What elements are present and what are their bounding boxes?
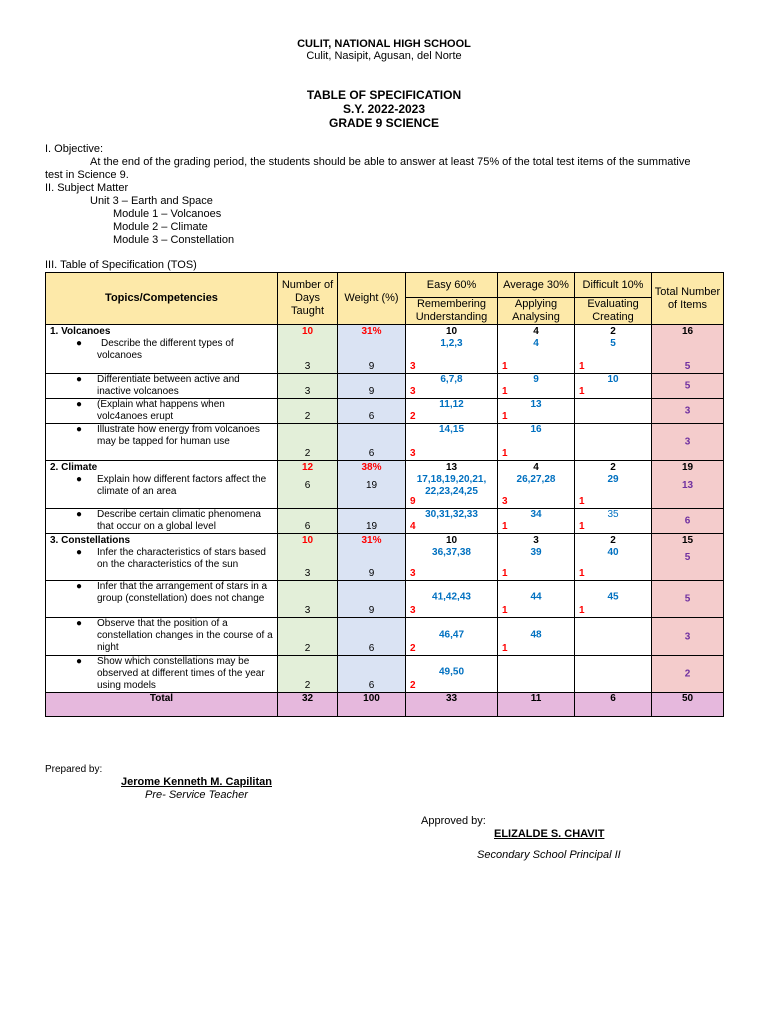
average-items: 4	[533, 338, 539, 349]
weight-value: 6	[368, 411, 375, 422]
difficult-n: 1	[579, 521, 585, 532]
competency-text: Explain how different factors affect the climate of an area	[97, 474, 267, 497]
easy-items: 41,42,43	[432, 591, 471, 603]
weight-value: 38%	[361, 462, 382, 473]
weight-value: 9	[368, 568, 375, 579]
difficult-count: 2	[610, 462, 616, 473]
average-items: 9	[533, 374, 539, 385]
total-value: 13	[681, 480, 694, 491]
difficult-items: 45	[607, 591, 619, 603]
weight-value: 9	[368, 605, 375, 616]
total-difficult: 6	[575, 693, 652, 717]
total-value: 15	[681, 535, 694, 546]
average-n: 1	[502, 361, 508, 372]
difficult-items: 5	[610, 338, 616, 349]
bullet-icon: ●	[76, 581, 83, 592]
easy-n: 3	[410, 568, 416, 579]
objective-text-1: At the end of the grading period, the students should be able to answer at least 75% of the total test items of the summative	[90, 156, 691, 168]
competency-text: Show which constellations may be observed at different times of the year using models	[97, 656, 265, 691]
bullet-icon: ●	[76, 618, 83, 629]
difficult-items: 35	[607, 509, 619, 520]
total-value: 5	[684, 593, 691, 605]
total-value: 3	[684, 436, 691, 448]
average-n: 1	[502, 411, 508, 422]
easy-items: 22,23,24,25	[425, 486, 478, 497]
school-name: CULIT, NATIONAL HIGH SCHOOL	[297, 38, 471, 50]
easy-n: 2	[410, 643, 416, 654]
average-count: 4	[533, 326, 539, 337]
days-value: 3	[304, 568, 311, 579]
objective-text-2: test in Science 9.	[45, 169, 129, 181]
average-n: 1	[502, 448, 508, 459]
easy-count: 13	[445, 462, 458, 473]
bullet-icon: ●	[76, 656, 83, 667]
total-value: 5	[684, 361, 691, 372]
average-n: 1	[502, 643, 508, 654]
easy-items: 17,18,19,20,21,	[416, 474, 487, 485]
days-value: 3	[304, 386, 311, 397]
prepared-by-name: Jerome Kenneth M. Capilitan	[121, 776, 272, 788]
competency-text: Describe certain climatic phenomena that occur on a global level	[97, 509, 261, 532]
total-row	[46, 693, 724, 717]
subject-matter-heading: II. Subject Matter	[45, 182, 129, 194]
total-items: 50	[652, 693, 724, 717]
easy-n: 4	[410, 521, 416, 532]
approved-by-label: Approved by:	[421, 815, 486, 827]
header-average: Average 30%	[498, 273, 575, 298]
competency-text: Infer the characteristics of stars based on the characteristics of the sun	[97, 547, 266, 570]
difficult-items: 40	[607, 547, 619, 558]
objective-heading: I. Objective:	[45, 143, 104, 155]
total-value: 2	[684, 668, 691, 680]
average-n: 1	[502, 568, 508, 579]
total-weight: 100	[338, 693, 406, 717]
competency-text: Describe the different types of volcanoes	[97, 338, 234, 361]
unit-label: Unit 3 – Earth and Space	[90, 195, 213, 207]
average-items: 26,27,28	[516, 474, 556, 485]
easy-items: 46,47	[438, 629, 465, 641]
table-row	[46, 534, 724, 581]
weight-value: 6	[368, 448, 375, 459]
total-average: 11	[498, 693, 575, 717]
header-easy: Easy 60%	[406, 273, 498, 298]
average-count: 3	[533, 535, 539, 546]
topic-constellations: 3. Constellations	[50, 535, 131, 546]
weight-value: 9	[368, 361, 375, 372]
topic-volcanoes: Volcanoes	[61, 326, 111, 337]
header-difficult-sub: Evaluating Creating	[575, 298, 652, 325]
average-n: 1	[502, 386, 508, 397]
header-total: Total Number of Items	[652, 273, 724, 325]
difficult-items: 10	[607, 374, 619, 385]
total-value: 16	[681, 326, 694, 337]
table-row	[46, 581, 724, 618]
difficult-count: 2	[610, 535, 616, 546]
difficult-count: 2	[610, 326, 616, 337]
average-items: 39	[530, 547, 542, 558]
difficult-n: 1	[579, 496, 585, 507]
competency-text: Illustrate how energy from volcanoes may be tapped for human use	[97, 424, 260, 447]
bullet-icon: ●	[76, 338, 83, 349]
easy-items: 11,12	[439, 399, 464, 410]
bullet-icon: ●	[76, 547, 83, 558]
difficult-n: 1	[579, 605, 585, 616]
easy-n: 3	[410, 361, 416, 372]
days-value: 2	[304, 411, 311, 422]
bullet-icon: ●	[76, 424, 83, 435]
competency-text: Differentiate between active and inactive volcanoes	[97, 374, 240, 397]
weight-value: 31%	[361, 535, 382, 546]
header-difficult: Difficult 10%	[575, 273, 652, 298]
average-count: 4	[533, 462, 539, 473]
average-items: 13	[530, 399, 542, 410]
competency-text: (Explain what happens when volc4anoes erupt	[97, 399, 225, 422]
days-value: 3	[304, 605, 311, 616]
easy-items: 14,15	[438, 424, 465, 435]
doc-title: TABLE OF SPECIFICATION	[306, 88, 462, 102]
weight-value: 19	[365, 521, 378, 532]
days-value: 2	[304, 643, 311, 654]
days-value: 10	[301, 326, 314, 337]
competency-text: Infer that the arrangement of stars in a group (constellation) does not change	[97, 581, 268, 604]
easy-count: 10	[445, 535, 458, 546]
easy-items: 49,50	[438, 666, 465, 678]
average-n: 1	[502, 521, 508, 532]
weight-value: 6	[368, 643, 375, 654]
total-value: 5	[684, 380, 691, 392]
topic-climate: 2. Climate	[50, 462, 98, 473]
weight-value: 19	[365, 480, 378, 491]
prepared-by-role: Pre- Service Teacher	[145, 789, 248, 801]
grade-subject: GRADE 9 SCIENCE	[328, 116, 440, 130]
table-row	[46, 461, 724, 509]
table-row	[46, 424, 724, 461]
days-value: 6	[304, 521, 311, 532]
topic-number: 1.	[50, 326, 59, 337]
total-value: 3	[684, 405, 691, 417]
difficult-n: 1	[579, 361, 585, 372]
easy-n: 2	[410, 411, 416, 422]
table-row	[46, 509, 724, 534]
average-items: 48	[530, 629, 542, 641]
days-value: 2	[304, 448, 311, 459]
total-value: 3	[684, 631, 691, 642]
table-row	[46, 325, 724, 374]
header-weight: Weight (%)	[338, 273, 406, 325]
average-items: 34	[530, 509, 542, 520]
approved-by-name: ELIZALDE S. CHAVIT	[494, 828, 605, 840]
difficult-n: 1	[579, 386, 585, 397]
easy-count: 10	[445, 326, 458, 337]
difficult-n: 1	[579, 568, 585, 579]
tos-heading: III. Table of Specification (TOS)	[45, 259, 197, 271]
total-label: Total	[46, 693, 278, 717]
days-value: 2	[304, 680, 311, 691]
module-2: Module 2 – Climate	[113, 221, 208, 233]
table-row	[46, 374, 724, 399]
total-value: 19	[681, 462, 694, 473]
difficult-items: 29	[607, 474, 619, 485]
days-value: 10	[301, 535, 314, 546]
bullet-icon: ●	[76, 509, 83, 520]
easy-items: 1,2,3	[440, 338, 463, 349]
days-value: 3	[304, 361, 311, 372]
easy-n: 2	[410, 680, 416, 691]
table-row	[46, 656, 724, 693]
competency-text: Observe that the position of a constellation changes in the course of a night	[97, 618, 273, 653]
bullet-icon: ●	[76, 374, 83, 385]
average-n: 1	[502, 605, 508, 616]
weight-value: 9	[368, 386, 375, 397]
easy-n: 9	[410, 496, 416, 507]
tos-table	[45, 272, 724, 717]
weight-value: 6	[368, 680, 375, 691]
module-3: Module 3 – Constellation	[113, 234, 235, 246]
header-easy-sub: Remembering Understanding	[406, 298, 498, 325]
total-value: 5	[684, 552, 691, 563]
prepared-by-label: Prepared by:	[45, 764, 103, 775]
school-address: Culit, Nasipit, Agusan, del Norte	[306, 50, 462, 62]
easy-n: 3	[410, 448, 416, 459]
table-row	[46, 399, 724, 424]
average-items: 16	[530, 424, 542, 435]
average-items: 44	[530, 591, 542, 603]
days-value: 6	[304, 480, 311, 491]
header-days: Number of Days Taught	[278, 273, 338, 325]
bullet-icon: ●	[76, 474, 83, 485]
easy-n: 3	[410, 386, 416, 397]
days-value: 12	[301, 462, 314, 473]
average-n: 3	[502, 496, 508, 507]
header-average-sub: Applying Analysing	[498, 298, 575, 325]
easy-n: 3	[410, 605, 416, 616]
total-easy: 33	[406, 693, 498, 717]
table-row	[46, 618, 724, 656]
approved-by-role: Secondary School Principal II	[477, 849, 621, 861]
easy-items: 6,7,8	[440, 374, 463, 385]
weight-value: 31%	[361, 326, 382, 337]
topic-cell	[46, 325, 278, 374]
total-days: 32	[278, 693, 338, 717]
module-1: Module 1 – Volcanoes	[113, 208, 222, 220]
easy-items: 30,31,32,33	[425, 509, 478, 520]
school-year: S.Y. 2022-2023	[342, 102, 426, 116]
total-value: 6	[684, 515, 691, 527]
bullet-icon: ●	[76, 399, 83, 410]
header-topics: Topics/Competencies	[46, 273, 278, 325]
easy-items: 36,37,38	[432, 547, 471, 558]
